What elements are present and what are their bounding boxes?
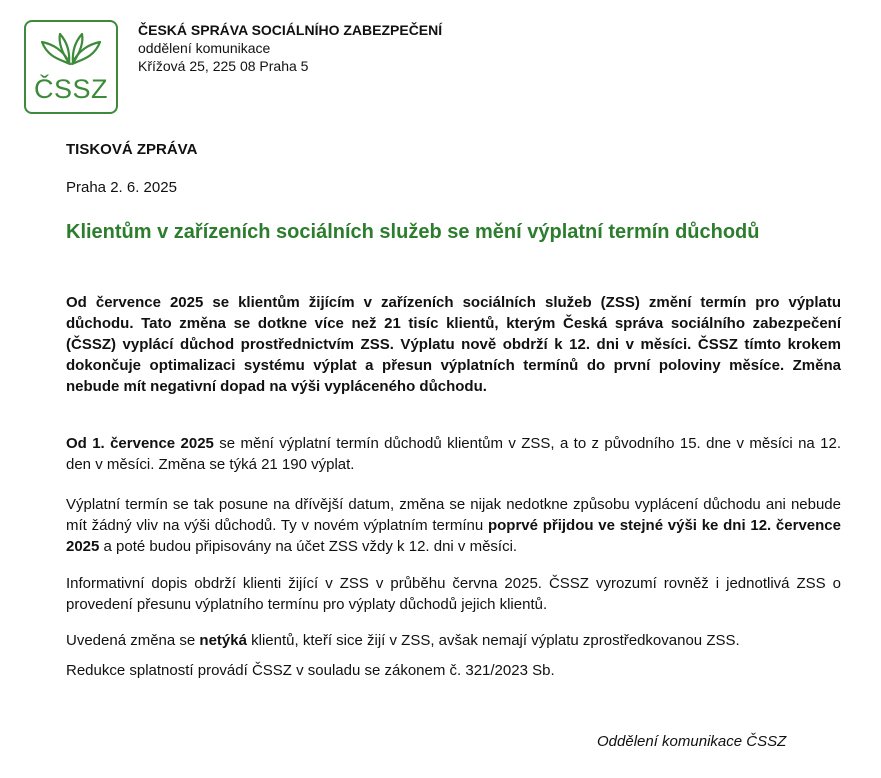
paragraph-5: Redukce splatností provádí ČSSZ v souladu se zákonem č. 321/2023 Sb. (66, 662, 555, 679)
logo-text: ČSSZ (33, 74, 108, 104)
paragraph-4-end: klientů, kteří sice žijí v ZSS, avšak nemají výplatu zprostředkovanou ZSS. (246, 632, 740, 649)
document-date: Praha 2. 6. 2025 (66, 179, 177, 196)
leaves-icon (36, 30, 106, 70)
document-kind: TISKOVÁ ZPRÁVA (66, 141, 198, 158)
paragraph-2-bold: poprvé přijdou ve stejné výši ke dni 12. července 2025 (66, 517, 841, 555)
department: oddělení komunikace (138, 40, 271, 56)
headline: Klientům v zařízeních sociálních služeb se mění výplatní termín důchodů (66, 221, 760, 243)
address: Křížová 25, 225 08 Praha 5 (138, 58, 309, 74)
cssz-logo (24, 20, 118, 114)
organization-header (138, 21, 442, 75)
paragraph-4-start: Uvedená změna se (66, 632, 200, 649)
paragraph-2 (66, 494, 841, 557)
paragraph-1-bold: Od 1. července 2025 (66, 435, 214, 452)
lead-paragraph: Od července 2025 se klientům žijícím v zařízeních sociálních služeb (ZSS) změní termín pro výplatu důchodu. Tato změna se dotkne více než 21 tisíc klientů, kterým Česká správa sociálního zabezpečení (ČSSZ) vyplácí důchod prostřednictvím ZSS. Výplatu nově obdrží k 12. dni v měsíci. ČSSZ tímto krokem dokončuje optimalizaci systému výplat a přesun výplatních termínů do první poloviny měsíce. Změna nebude mít negativní dopad na výši vypláceného důchodu. (66, 294, 841, 395)
signature: Oddělení komunikace ČSSZ (597, 733, 787, 750)
paragraph-4-bold: netýká (199, 632, 247, 649)
paragraph-1 (66, 433, 841, 475)
paragraph-2-end: a poté budou připisovány na účet ZSS vždy k 12. dni v měsíci. (99, 538, 518, 555)
paragraph-4 (66, 630, 841, 651)
organization-name: ČESKÁ SPRÁVA SOCIÁLNÍHO ZABEZPEČENÍ (138, 22, 443, 38)
paragraph-2-start: Výplatní termín se tak posune na dřívější datum, změna se nijak nedotkne způsobu vyplácení důchodu ani nebude mít žádný vliv na výši důchodů. Ty v novém výplatním termínu (66, 496, 841, 534)
paragraph-3: Informativní dopis obdrží klienti žijící v ZSS v průběhu června 2025. ČSSZ vyrozumí rovněž i jednotlivá ZSS o provedení přesunu výplatního termínu pro výplaty důchodů jejich klientů. (66, 575, 841, 613)
paragraph-1-text: se mění výplatní termín důchodů klientům v ZSS, a to z původního 15. dne v měsíci na 12. den v měsíci. Změna se týká 21 190 výplat. (66, 435, 842, 473)
